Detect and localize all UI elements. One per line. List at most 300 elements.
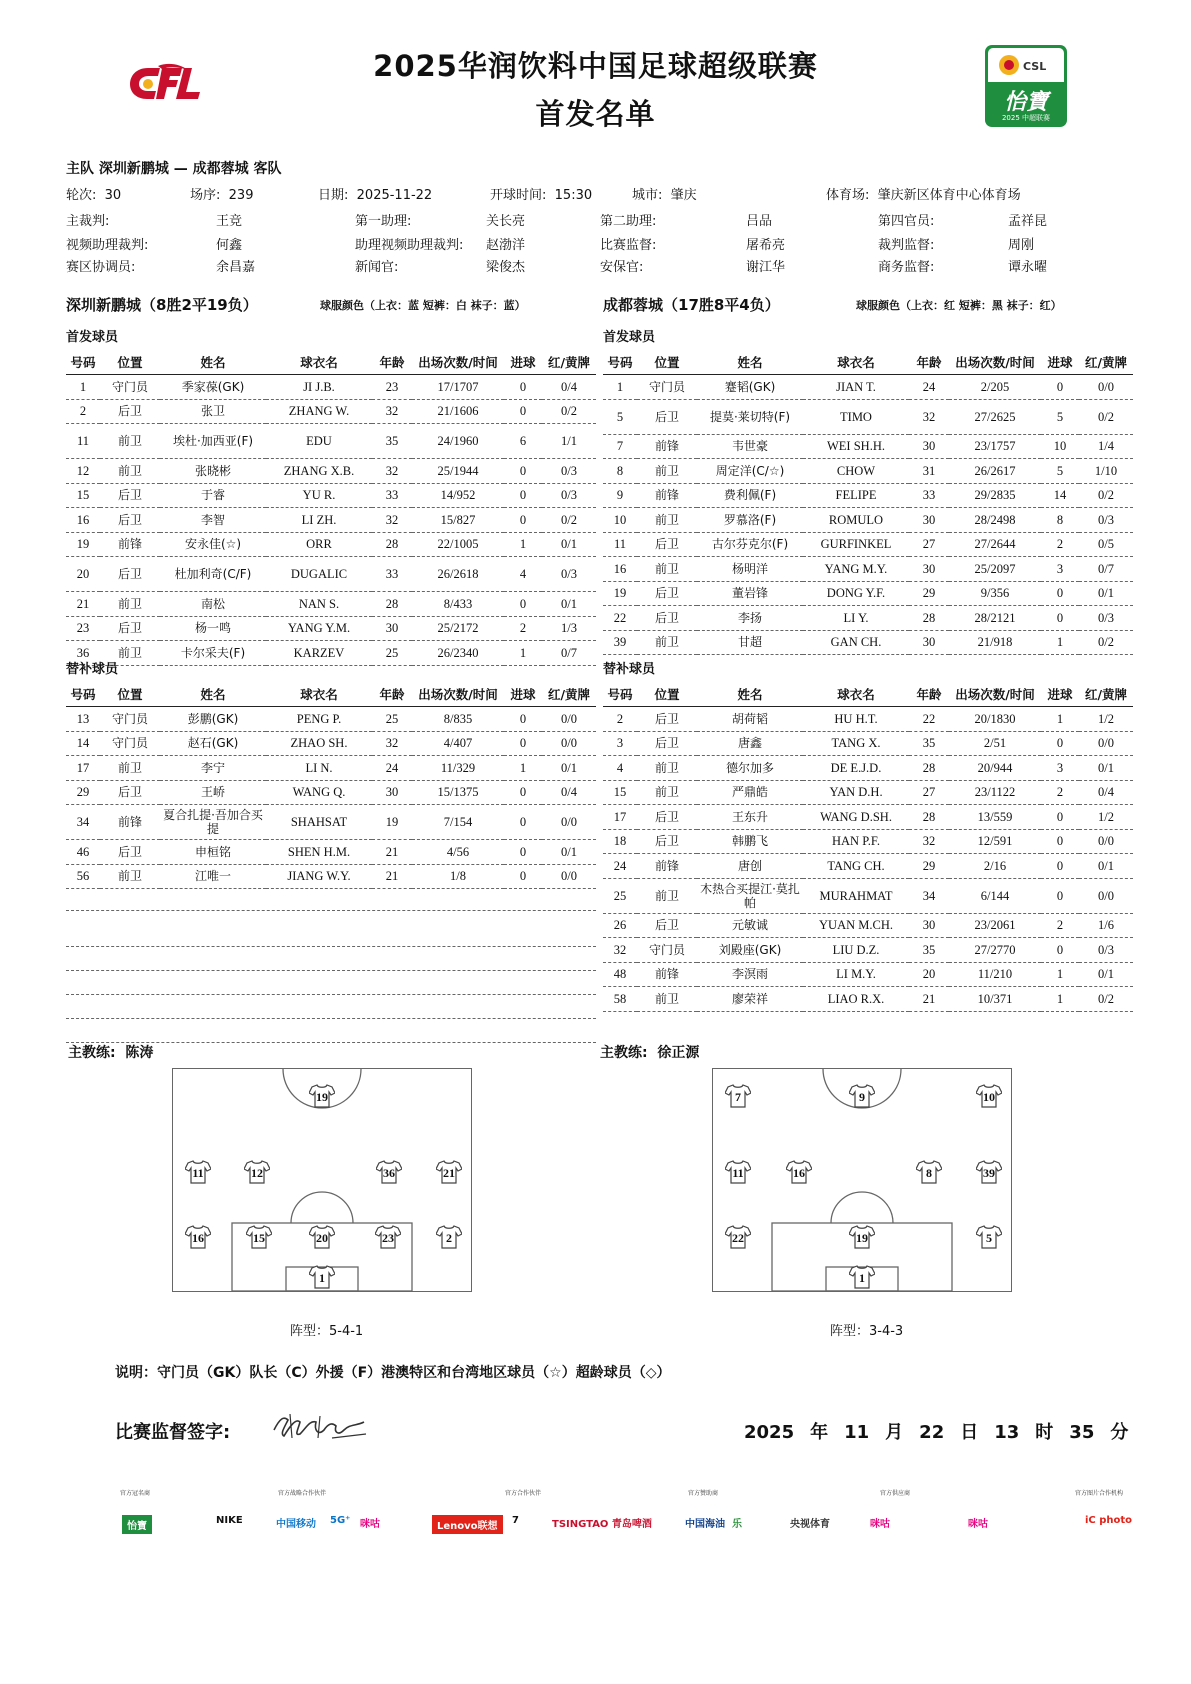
player-name: 张卫 xyxy=(160,399,266,424)
cards: 0/1 xyxy=(542,756,596,781)
official-name: 梁俊杰 xyxy=(486,260,526,275)
shirt-number: 9 xyxy=(859,1090,865,1104)
table-row xyxy=(603,434,1133,459)
player-name: 南松 xyxy=(160,592,266,617)
player-name: 周定洋(C/☆) xyxy=(697,459,803,484)
shirt-name: YU R. xyxy=(266,483,372,508)
cards: 0/2 xyxy=(1079,399,1133,434)
player-age: 25 xyxy=(372,641,412,666)
column-header-appearances: 出场次数/时间 xyxy=(412,682,504,707)
cards: 0/0 xyxy=(542,805,596,840)
appearances: 26/2340 xyxy=(412,641,504,666)
player-position: 前锋 xyxy=(100,532,160,557)
table-row xyxy=(66,592,596,617)
datetime-unit: 时 xyxy=(1035,1422,1054,1443)
appearances: 26/2618 xyxy=(412,557,504,592)
table-row xyxy=(603,756,1133,781)
player-name: 李宁 xyxy=(160,756,266,781)
player-position: 守门员 xyxy=(637,938,697,963)
goals: 1 xyxy=(1041,987,1079,1012)
appearances: 4/56 xyxy=(412,840,504,865)
player-number: 8 xyxy=(603,459,637,484)
player-position: 守门员 xyxy=(100,375,160,400)
shirt-name: GAN CH. xyxy=(803,630,909,655)
appearances: 6/144 xyxy=(949,878,1041,913)
player-name: 安永佳(☆) xyxy=(160,532,266,557)
player-number: 32 xyxy=(603,938,637,963)
cards: 0/5 xyxy=(1079,532,1133,557)
player-name: 甘超 xyxy=(697,630,803,655)
table-row xyxy=(66,840,596,865)
player-name: 李溟雨 xyxy=(697,962,803,987)
shirt-name: YUAN M.CH. xyxy=(803,913,909,938)
official-label: 赛区协调员: xyxy=(66,260,136,275)
appearances: 15/827 xyxy=(412,508,504,533)
player-age: 24 xyxy=(372,756,412,781)
table-row xyxy=(66,756,596,781)
column-header-player-position: 位置 xyxy=(100,682,160,707)
shirt-number: 12 xyxy=(251,1166,263,1180)
player-position: 后卫 xyxy=(100,840,160,865)
player-age: 20 xyxy=(909,962,949,987)
cards: 0/3 xyxy=(1079,508,1133,533)
player-name: 李智 xyxy=(160,508,266,533)
player-name: 季家葆(GK) xyxy=(160,375,266,400)
official-name: 谭永曜 xyxy=(1008,260,1048,275)
shirt-number: 1 xyxy=(859,1271,865,1285)
player-age: 35 xyxy=(909,938,949,963)
goals: 0 xyxy=(1041,731,1079,756)
cards: 0/0 xyxy=(1079,375,1133,400)
player-name: 王峤 xyxy=(160,780,266,805)
player-number: 12 xyxy=(66,459,100,484)
column-header-player-position: 位置 xyxy=(637,350,697,375)
shirt-name: KARZEV xyxy=(266,641,372,666)
player-number: 1 xyxy=(603,375,637,400)
shirt-number: 22 xyxy=(732,1231,744,1245)
goals: 8 xyxy=(1041,508,1079,533)
shirt-number: 19 xyxy=(316,1090,328,1104)
away-formation-pitch xyxy=(712,1068,1012,1292)
official-label: 第四官员: xyxy=(878,214,935,229)
player-age: 33 xyxy=(909,483,949,508)
goals: 1 xyxy=(504,532,542,557)
table-row xyxy=(603,962,1133,987)
shirt-number: 16 xyxy=(192,1231,204,1245)
shirt-name: YAN D.H. xyxy=(803,780,909,805)
player-shirt-icon xyxy=(309,1084,335,1108)
column-header-goals: 进球 xyxy=(1041,682,1079,707)
goals: 0 xyxy=(504,399,542,424)
goals: 1 xyxy=(504,756,542,781)
table-row xyxy=(66,483,596,508)
player-name: 李扬 xyxy=(697,606,803,631)
goals: 0 xyxy=(1041,581,1079,606)
divider xyxy=(66,910,596,911)
goals: 1 xyxy=(504,641,542,666)
appearances: 12/591 xyxy=(949,829,1041,854)
sponsor-logo: 乐 xyxy=(732,1519,742,1530)
table-row xyxy=(603,459,1133,484)
cards: 1/2 xyxy=(1079,707,1133,732)
column-header-player-age: 年龄 xyxy=(372,350,412,375)
player-position: 后卫 xyxy=(637,805,697,830)
appearances: 8/433 xyxy=(412,592,504,617)
player-position: 后卫 xyxy=(100,508,160,533)
player-age: 22 xyxy=(909,707,949,732)
column-header-appearances: 出场次数/时间 xyxy=(949,350,1041,375)
player-number: 18 xyxy=(603,829,637,854)
player-number: 11 xyxy=(603,532,637,557)
shirt-name: CHOW xyxy=(803,459,909,484)
player-position: 前卫 xyxy=(637,987,697,1012)
date-info: 日期: 2025-11-22 xyxy=(318,188,433,203)
appearances: 15/1375 xyxy=(412,780,504,805)
home-formation-label: 阵型：5-4-1 xyxy=(290,1324,364,1339)
column-header-cards: 红/黄牌 xyxy=(1079,350,1133,375)
page-subtitle: 首发名单 xyxy=(535,97,656,131)
column-header-shirt-name: 球衣名 xyxy=(266,682,372,707)
appearances: 17/1707 xyxy=(412,375,504,400)
cards: 1/4 xyxy=(1079,434,1133,459)
goals: 0 xyxy=(504,375,542,400)
appearances: 26/2617 xyxy=(949,459,1041,484)
player-position: 后卫 xyxy=(637,707,697,732)
player-name: 埃杜·加西亚(F) xyxy=(160,424,266,459)
official-name: 谢江华 xyxy=(746,260,786,275)
goals: 0 xyxy=(504,592,542,617)
table-row xyxy=(66,459,596,484)
player-number: 24 xyxy=(603,854,637,879)
shirt-name: TANG X. xyxy=(803,731,909,756)
sponsor-caption: 官方供应商 xyxy=(880,1490,911,1497)
player-shirt-icon xyxy=(436,1225,462,1249)
table-row xyxy=(603,375,1133,400)
player-age: 30 xyxy=(909,557,949,582)
official-label: 视频助理裁判: xyxy=(66,238,149,253)
appearances: 20/944 xyxy=(949,756,1041,781)
player-number: 39 xyxy=(603,630,637,655)
official-name: 周刚 xyxy=(1008,238,1035,253)
player-name: 彭鹏(GK) xyxy=(160,707,266,732)
player-age: 32 xyxy=(909,829,949,854)
shirt-name: LIAO R.X. xyxy=(803,987,909,1012)
player-position: 后卫 xyxy=(100,780,160,805)
cards: 0/3 xyxy=(1079,938,1133,963)
table-row xyxy=(603,731,1133,756)
cards: 0/0 xyxy=(542,731,596,756)
player-number: 56 xyxy=(66,864,100,889)
player-age: 32 xyxy=(372,459,412,484)
table-row xyxy=(603,913,1133,938)
shirt-number: 36 xyxy=(383,1166,395,1180)
shirt-number: 2 xyxy=(446,1231,452,1245)
shirt-name: FELIPE xyxy=(803,483,909,508)
shirt-name: EDU xyxy=(266,424,372,459)
appearances: 2/16 xyxy=(949,854,1041,879)
shirt-name: MURAHMAT xyxy=(803,878,909,913)
player-name: 元敏诚 xyxy=(697,913,803,938)
goals: 0 xyxy=(504,731,542,756)
sponsor-logo: 央视体育 xyxy=(790,1519,830,1530)
cards: 0/7 xyxy=(542,641,596,666)
player-number: 48 xyxy=(603,962,637,987)
player-number: 46 xyxy=(66,840,100,865)
table-row xyxy=(66,864,596,889)
csl-logo: CSL 怡寶 2025 中超联赛 xyxy=(985,45,1067,127)
appearances: 28/2498 xyxy=(949,508,1041,533)
away-formation-label: 阵型：3-4-3 xyxy=(830,1324,904,1339)
appearances: 2/205 xyxy=(949,375,1041,400)
player-number: 2 xyxy=(66,399,100,424)
sponsor-logo: 怡寶 xyxy=(122,1515,152,1534)
away-subs-title: 替补球员 xyxy=(603,662,656,677)
player-position: 前锋 xyxy=(637,483,697,508)
sponsor-logo: 7 xyxy=(512,1515,519,1526)
player-number: 36 xyxy=(66,641,100,666)
player-shirt-icon xyxy=(725,1084,751,1108)
player-position: 后卫 xyxy=(637,606,697,631)
shirt-name: ROMULO xyxy=(803,508,909,533)
shirt-name: WANG D.SH. xyxy=(803,805,909,830)
shirt-number: 11 xyxy=(732,1166,744,1180)
player-shirt-icon xyxy=(376,1160,402,1184)
table-row xyxy=(66,508,596,533)
goals: 1 xyxy=(1041,630,1079,655)
player-position: 后卫 xyxy=(637,581,697,606)
cards: 0/1 xyxy=(542,840,596,865)
goals: 0 xyxy=(504,805,542,840)
column-header-player-name: 姓名 xyxy=(697,350,803,375)
goals: 0 xyxy=(504,864,542,889)
table-row xyxy=(603,707,1133,732)
goals: 6 xyxy=(504,424,542,459)
table-row xyxy=(66,805,596,840)
player-name: 卡尔采夫(F) xyxy=(160,641,266,666)
cards: 0/2 xyxy=(1079,630,1133,655)
player-age: 30 xyxy=(909,508,949,533)
player-position: 前卫 xyxy=(637,878,697,913)
table-row xyxy=(603,508,1133,533)
player-number: 19 xyxy=(66,532,100,557)
cards: 0/4 xyxy=(542,780,596,805)
player-age: 28 xyxy=(909,805,949,830)
player-name: 唐鑫 xyxy=(697,731,803,756)
cards: 0/1 xyxy=(542,592,596,617)
player-name: 刘殿座(GK) xyxy=(697,938,803,963)
player-number: 16 xyxy=(66,508,100,533)
table-row xyxy=(603,938,1133,963)
sponsor-logo: 咪咕 xyxy=(968,1519,988,1530)
column-header-appearances: 出场次数/时间 xyxy=(412,350,504,375)
player-shirt-icon xyxy=(246,1225,272,1249)
goals: 0 xyxy=(1041,606,1079,631)
column-header-goals: 进球 xyxy=(1041,350,1079,375)
player-age: 30 xyxy=(909,630,949,655)
official-name: 孟祥昆 xyxy=(1008,214,1048,229)
cards: 0/1 xyxy=(1079,756,1133,781)
player-position: 守门员 xyxy=(637,375,697,400)
table-row xyxy=(603,829,1133,854)
cards: 0/4 xyxy=(542,375,596,400)
player-age: 28 xyxy=(372,532,412,557)
appearances: 27/2770 xyxy=(949,938,1041,963)
shirt-name: JIANG W.Y. xyxy=(266,864,372,889)
player-position: 前卫 xyxy=(100,756,160,781)
cards: 0/1 xyxy=(1079,854,1133,879)
csl-emblem-icon xyxy=(997,53,1021,77)
appearances: 25/1944 xyxy=(412,459,504,484)
player-position: 守门员 xyxy=(100,707,160,732)
appearances: 20/1830 xyxy=(949,707,1041,732)
table-row xyxy=(66,399,596,424)
goals: 4 xyxy=(504,557,542,592)
shirt-name: LI Y. xyxy=(803,606,909,631)
column-header-player-name: 姓名 xyxy=(160,350,266,375)
player-shirt-icon xyxy=(916,1160,942,1184)
cards: 0/7 xyxy=(1079,557,1133,582)
match-no-info: 场序: 239 xyxy=(190,188,254,203)
cards: 0/3 xyxy=(542,483,596,508)
player-age: 28 xyxy=(909,606,949,631)
column-header-goals: 进球 xyxy=(504,682,542,707)
table-row xyxy=(66,707,596,732)
player-name: 张晓彬 xyxy=(160,459,266,484)
sponsor-caption: 官方图片合作机构 xyxy=(1075,1490,1124,1497)
player-shirt-icon xyxy=(849,1265,875,1289)
divider xyxy=(66,946,596,947)
player-name: 于睿 xyxy=(160,483,266,508)
cards: 0/2 xyxy=(1079,483,1133,508)
player-shirt-icon xyxy=(976,1225,1002,1249)
player-shirt-icon xyxy=(375,1225,401,1249)
player-shirt-icon xyxy=(976,1084,1002,1108)
cards: 0/2 xyxy=(1079,987,1133,1012)
player-age: 28 xyxy=(909,756,949,781)
player-position: 前卫 xyxy=(637,756,697,781)
datetime-value: 11 xyxy=(844,1422,870,1443)
player-position: 前卫 xyxy=(100,424,160,459)
player-name: 王东升 xyxy=(697,805,803,830)
appearances: 10/371 xyxy=(949,987,1041,1012)
goals: 10 xyxy=(1041,434,1079,459)
table-row xyxy=(66,616,596,641)
shirt-name: LI M.Y. xyxy=(803,962,909,987)
shirt-name: PENG P. xyxy=(266,707,372,732)
home-coach: 主教练: 陈涛 xyxy=(68,1045,154,1061)
appearances: 21/1606 xyxy=(412,399,504,424)
column-header-player-position: 位置 xyxy=(100,350,160,375)
datetime-value: 22 xyxy=(919,1422,945,1443)
player-age: 30 xyxy=(372,616,412,641)
table-row xyxy=(603,483,1133,508)
player-number: 1 xyxy=(66,375,100,400)
player-name: 江唯一 xyxy=(160,864,266,889)
table-row xyxy=(66,641,596,666)
appearances: 23/2061 xyxy=(949,913,1041,938)
player-number: 3 xyxy=(603,731,637,756)
shirt-name: DONG Y.F. xyxy=(803,581,909,606)
column-header-player-number: 号码 xyxy=(603,350,637,375)
appearances: 24/1960 xyxy=(412,424,504,459)
cards: 0/0 xyxy=(542,864,596,889)
table-row xyxy=(603,630,1133,655)
official-name: 赵渤洋 xyxy=(486,238,526,253)
player-age: 30 xyxy=(372,780,412,805)
official-name: 王竞 xyxy=(216,214,243,229)
datetime-unit: 年 xyxy=(810,1422,829,1443)
player-position: 前锋 xyxy=(637,854,697,879)
player-age: 32 xyxy=(372,731,412,756)
player-name: 韦世豪 xyxy=(697,434,803,459)
official-label: 第一助理: xyxy=(355,214,412,229)
player-position: 前卫 xyxy=(100,864,160,889)
appearances: 11/210 xyxy=(949,962,1041,987)
player-age: 34 xyxy=(909,878,949,913)
teams-line: 主队 深圳新鹏城 — 成都蓉城 客队 xyxy=(66,161,282,177)
goals: 3 xyxy=(1041,557,1079,582)
player-name: 古尔芬克尔(F) xyxy=(697,532,803,557)
cards: 0/2 xyxy=(542,508,596,533)
player-number: 10 xyxy=(603,508,637,533)
cards: 1/10 xyxy=(1079,459,1133,484)
table-row xyxy=(66,780,596,805)
datetime-value: 35 xyxy=(1069,1422,1095,1443)
player-number: 26 xyxy=(603,913,637,938)
home-subs-title: 替补球员 xyxy=(66,662,119,677)
appearances: 23/1757 xyxy=(949,434,1041,459)
datetime-value: 2025 xyxy=(744,1422,795,1443)
legend-note: 说明：守门员（GK）队长（C）外援（F）港澳特区和台湾地区球员（☆）超龄球员（◇） xyxy=(115,1365,671,1381)
official-label: 安保官: xyxy=(600,260,644,275)
player-number: 34 xyxy=(66,805,100,840)
signature-datetime xyxy=(744,1418,1144,1444)
shirt-name: NAN S. xyxy=(266,592,372,617)
player-name: 赵石(GK) xyxy=(160,731,266,756)
cards: 0/0 xyxy=(1079,829,1133,854)
player-number: 19 xyxy=(603,581,637,606)
cards: 0/1 xyxy=(1079,581,1133,606)
goals: 0 xyxy=(1041,805,1079,830)
shirt-name: DE E.J.D. xyxy=(803,756,909,781)
player-age: 23 xyxy=(372,375,412,400)
cards: 0/3 xyxy=(542,459,596,484)
player-number: 29 xyxy=(66,780,100,805)
player-number: 22 xyxy=(603,606,637,631)
appearances: 25/2097 xyxy=(949,557,1041,582)
player-name: 杨一鸣 xyxy=(160,616,266,641)
player-shirt-icon xyxy=(309,1225,335,1249)
column-header-cards: 红/黄牌 xyxy=(1079,682,1133,707)
player-number: 11 xyxy=(66,424,100,459)
player-age: 21 xyxy=(372,864,412,889)
player-position: 后卫 xyxy=(637,399,697,434)
appearances: 14/952 xyxy=(412,483,504,508)
appearances: 21/918 xyxy=(949,630,1041,655)
player-position: 后卫 xyxy=(637,829,697,854)
stadium-info: 体育场: 肇庆新区体育中心体育场 xyxy=(826,188,1021,203)
home-kit-colors: 球服颜色（上衣：蓝 短裤：白 袜子：蓝） xyxy=(320,299,526,312)
home-subs-table xyxy=(66,682,596,889)
shirt-name: WEI SH.H. xyxy=(803,434,909,459)
player-position: 后卫 xyxy=(100,616,160,641)
goals: 0 xyxy=(1041,375,1079,400)
round-info: 轮次: 30 xyxy=(66,188,122,203)
cards: 1/6 xyxy=(1079,913,1133,938)
player-position: 前卫 xyxy=(100,641,160,666)
table-row xyxy=(603,854,1133,879)
shirt-name: ZHANG W. xyxy=(266,399,372,424)
